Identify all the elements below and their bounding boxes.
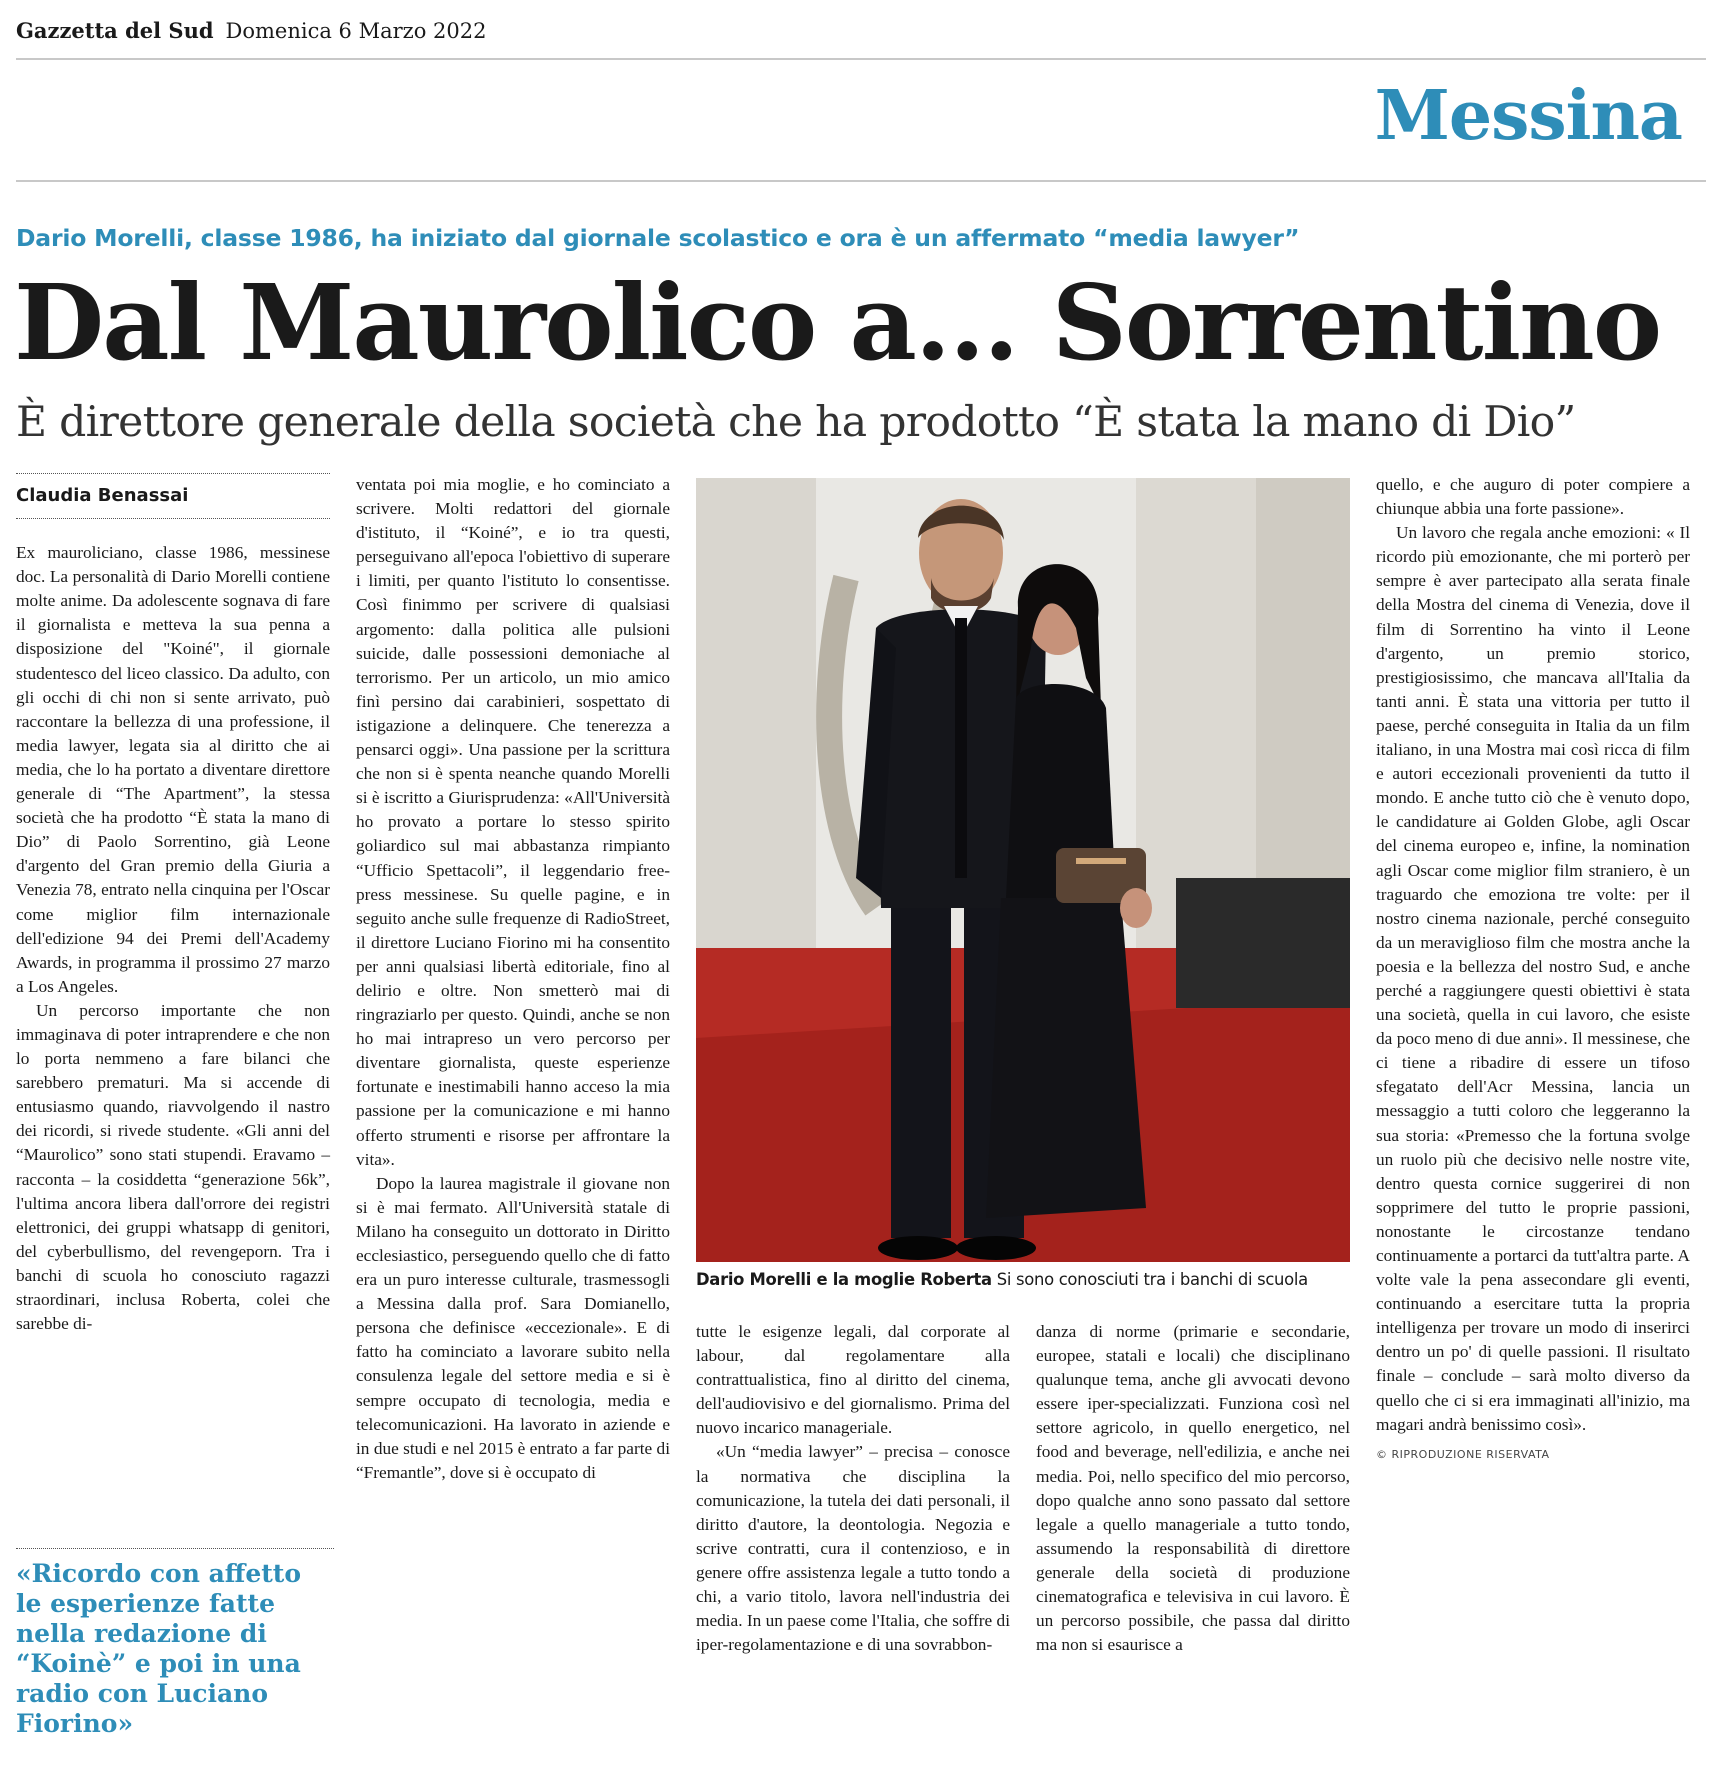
byline-rule [16, 518, 330, 519]
section-title: Messina [1374, 76, 1682, 156]
text-column-5 [1376, 473, 1690, 1467]
byline-rule [16, 473, 330, 474]
masthead [16, 18, 486, 43]
photo-caption [696, 1270, 1356, 1289]
text-column-3 [696, 1320, 1010, 1657]
text-column-1 [16, 473, 330, 1336]
paragraph: danza di norme (primarie e secondarie, europee, statali e locali) che disciplinano qualunque tema, anche gli avvocati devono essere iper-specializzati. Funziona così nel settore agricolo, in quello energetico, nel food and beverage, nell'edilizia, e anche nei media. Poi, nello specifico del mio percorso, dopo qualche anno sono passato dal settore legale a quello manageriale a tutto tondo, assumendo la responsabilità di direttore generale della società di produzione cinematografica e televisiva in cui lavoro. È un percorso possibile, che passa dal diritto ma non si esaurisce a [1036, 1322, 1350, 1655]
paragraph: «Un “media lawyer” – precisa – conosce la normativa che disciplina la comunicazione, la tutela dei dati personali, il diritto d'autore, la deontologia. Negozia e scrive contratti, cura il contenzioso, e in genere offre assistenza legale a tutto tondo a chi, a vario titolo, lavora nell'industria dei media. In un paese come l'Italia, che soffre di iper-regolamentazione e di una sovrabbon- [696, 1442, 1010, 1655]
paragraph: Un percorso importante che non immaginava di poter intraprendere e che non lo porta nemmeno a fare bilanci che sarebbero prematuri. Ma si accende di entusiasmo quando, riavvolgendo il nastro dei ricordi, si rivede studente. «Gli anni del “Maurolico” sono stati stupendi. Eravamo – racconta – la cosiddetta “generazione 56k”, l'ultima ancora libera dall'orrore dei registri elettronici, dei gruppi whatsapp di genitori, del cyberbullismo, del revengeporn. Tra i banchi di scuola ho conosciuto ragazzi straordinari, inclusa Roberta, colei che sarebbe di- [16, 1000, 330, 1334]
paragraph: quello, e che auguro di poter compiere a chiunque abbia una forte passione». [1376, 475, 1690, 519]
paragraph: Un lavoro che regala anche emozioni: « Il ricordo più emozionante, che mi porterò per sempre è aver partecipato alla serata finale della Mostra del cinema di Venezia, dove il film di Sorrentino ha vinto il Leone d'argento, un premio storico, prestigiosissimo, che mancava all'Italia da tanti anni. È stata una vittoria per tutto il paese, perché conseguita in Italia da un film italiano, in una Mostra mai così ricca di film e autori eccezionali provenienti da tutto il mondo. E anche tutto ciò che è venuto dopo, le candidature ai Golden Globe, agli Oscar del cinema europeo e, infine, la nomination agli Oscar come miglior film straniero, è un traguardo che emoziona tre volte: per il nostro cinema nazionale, perché conseguito da un meraviglioso film che mostra anche la poesia e la bellezza del nostro Sud, e anche perché a raggiungere questi obiettivi è stata una società, quella in cui lavoro, che esiste da poco meno di due anni». Il messinese, che ci tiene a ribadire di essere un tifoso sfegatato dell'Acr Messina, lancia un messaggio a tutti coloro che leggeranno la sua storia: «Premesso che la fortuna svolge un ruolo più che decisivo nelle nostre vite, dentro questa cornice suggerirei di non sopprimere del tutto le proprie passioni, nonostante le circostanze tendano continuamente a portarci da tutt'altra parte. A volte vale la pena assecondare gli eventi, continuando a esercitare tutta la propria intelligenza per trovare un modo di inserirci dentro un po' di quelle passioni. Il risultato finale – conclude – sarà molto diverso da quello che ci si era immaginati all'inizio, ma magari andrà benissimo così». [1376, 523, 1690, 1434]
article-headline: Dal Maurolico a... Sorrentino [14, 261, 1661, 384]
article-photo [696, 478, 1350, 1262]
section-rule [16, 180, 1706, 182]
copyright-notice: © RIPRODUZIONE RISERVATA [1376, 1447, 1550, 1461]
paragraph: Ex mauroliciano, classe 1986, messinese doc. La personalità di Dario Morelli contiene molte anime. Da adolescente sognava di fare il giornalista e metteva la sua penna a disposizione del "Koiné", il giornale studentesco del liceo classico. Da adulto, con gli occhi di chi non si sente arrivato, può raccontare la bellezza di una professione, il media lawyer, legata sia al diritto che ai media, che lo ha portato a diventare direttore generale di “The Apartment”, la stessa società che ha prodotto “È stata la mano di Dio” di Paolo Sorrentino, già Leone d'argento del Gran premio della Giuria a Venezia 78, entrato nella cinquina per l'Oscar come miglior film internazionale dell'edizione 94 dei Premi dell'Academy Awards, in programma il prossimo 27 marzo a Los Angeles. [16, 543, 330, 996]
newspaper-name: Gazzetta del Sud [16, 18, 214, 43]
issue-date: Domenica 6 Marzo 2022 [225, 19, 487, 43]
article-kicker: Dario Morelli, classe 1986, ha iniziato dal giornale scolastico e ora è un affermato “media lawyer” [16, 224, 1300, 252]
couple-photo [696, 478, 1350, 1262]
caption-names: Dario Morelli e la moglie Roberta [696, 1270, 992, 1289]
top-rule [16, 58, 1706, 60]
pull-quote: «Ricordo con affetto le esperienze fatte nella redazione di “Koinè” e poi in una radio con Luciano Fiorino» [16, 1548, 334, 1739]
paragraph: Dopo la laurea magistrale il giovane non si è mai fermato. All'Università statale di Milano ha conseguito un dottorato in Diritto ecclesiastico, perseguendo quello che di fatto era un puro interesse culturale, trasmessogli a Messina dalla prof. Sara Domianello, persona che definisce «eccezionale». E di fatto ha cominciato a lavorare subito nella consulenza legale del settore media e si è sempre occupato di tecnologia, media e telecomunicazioni. Ha lavorato in aziende e in due studi e nel 2015 è entrato a far parte di “Fremantle”, dove si è occupato di [356, 1173, 670, 1482]
paragraph: ventata poi mia moglie, e ho cominciato a scrivere. Molti redattori del giornale d'istituto, il “Koiné”, e io tra questi, perseguivano all'epoca l'obiettivo di superare i limiti, per quanto l'istituto lo consentisse. Così finimmo per scrivere di qualsiasi argomento: dalla politica alle pulsioni suicide, dalle possessioni demoniache al terrorismo. Per un articolo, un mio amico finì persino dai carabinieri, sospettato di istigazione a delinquere. Che tenerezza a pensarci oggi». Una passione per la scrittura che non si è spenta neanche quando Morelli si è iscritto a Giurisprudenza: «All'Università ho provato a portare lo stesso spirito goliardico sul mai abbastanza rimpianto “Ufficio Spettacoli”, il leggendario free-press messinese. Su quelle pagine, e in seguito anche sulle frequenze di RadioStreet, il direttore Luciano Fiorino mi ha consentito per anni qualsiasi libertà editoriale, fino al delirio e oltre. Non smetterò mai di ringraziarlo per questo. Quindi, anche se non ho mai intrapreso un vero percorso per diventare giornalista, queste esperienze fortunate e inestimabili hanno acceso la mia passione per la comunicazione e mi hanno offerto strumenti e risorse per affrontare la vita». [356, 475, 670, 1169]
byline: Claudia Benassai [16, 485, 189, 506]
text-column-2 [356, 473, 670, 1485]
text-column-4 [1036, 1320, 1350, 1657]
article-subhead: È direttore generale della società che ha prodotto “È stata la mano di Dio” [16, 398, 1576, 447]
caption-text: Si sono conosciuti tra i banchi di scuola [996, 1270, 1308, 1289]
paragraph: tutte le esigenze legali, dal corporate al labour, dal regolamentare alla contrattualistica, fino al diritto del cinema, dell'audiovisivo e del giornalismo. Prima del nuovo incarico manageriale. [696, 1322, 1010, 1438]
